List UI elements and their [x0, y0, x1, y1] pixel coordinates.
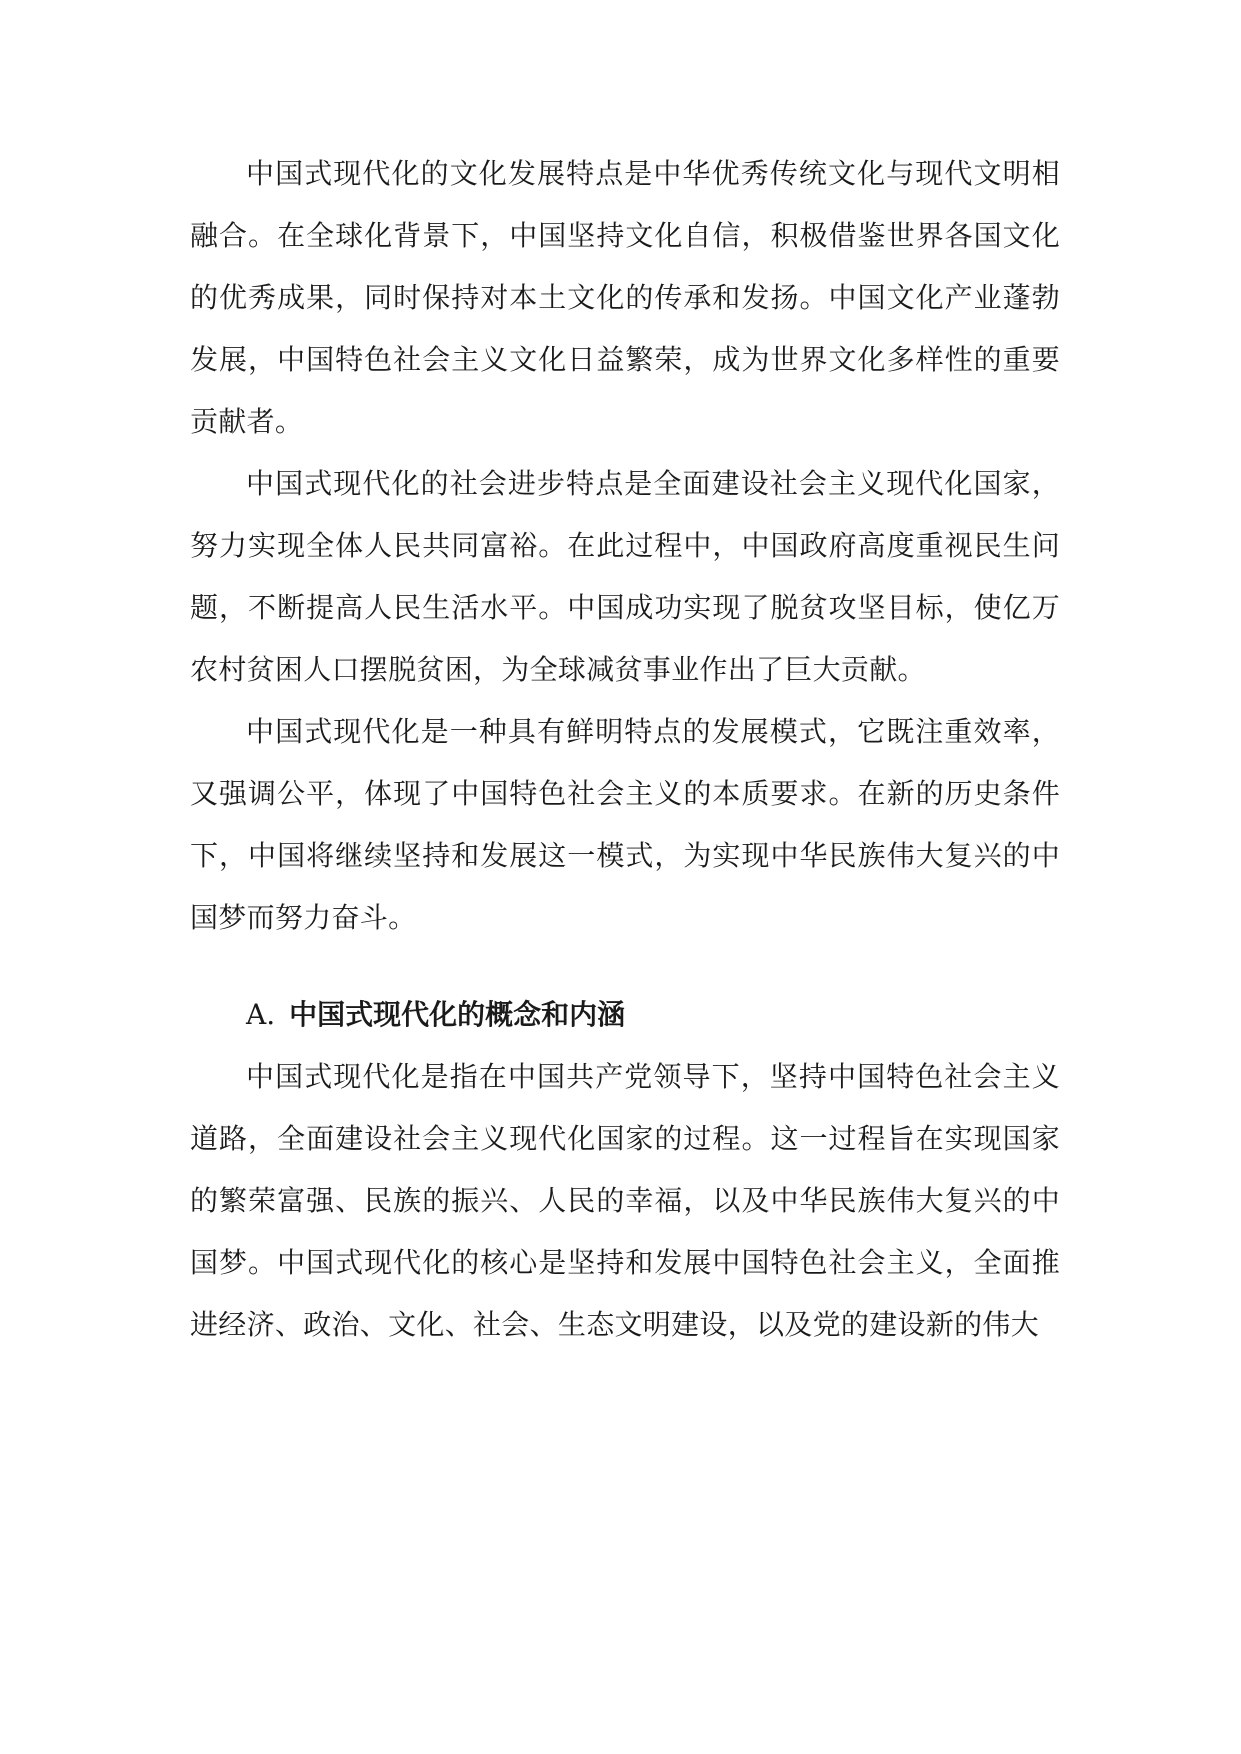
document-body [190, 143, 1060, 1356]
paragraph-social-progress: 中国式现代化的社会进步特点是全面建设社会主义现代化国家，努力实现全体人民共同富裕。在此过程中，中国政府高度重视民生问题，不断提高人民生活水平。中国成功实现了脱贫攻坚目标，使亿万农村贫困人口摆脱贫困，为全球减贫事业作出了巨大贡献。 [190, 467, 1060, 686]
paragraph-concept: 中国式现代化是指在中国共产党领导下，坚持中国特色社会主义道路，全面建设社会主义现代化国家的过程。这一过程旨在实现国家的繁荣富强、民族的振兴、人民的幸福，以及中华民族伟大复兴的中国梦。中国式现代化的核心是坚持和发展中国特色社会主义，全面推进经济、政治、文化、社会、生态文明建设，以及党的建设新的伟大 [190, 1060, 1060, 1341]
paragraph-development-model: 中国式现代化是一种具有鲜明特点的发展模式，它既注重效率，又强调公平，体现了中国特色社会主义的本质要求。在新的历史条件下，中国将继续坚持和发展这一模式，为实现中华民族伟大复兴的中国梦而努力奋斗。 [190, 715, 1060, 934]
section-heading [190, 984, 1060, 1046]
paragraph-culture: 中国式现代化的文化发展特点是中华优秀传统文化与现代文明相融合。在全球化背景下，中国坚持文化自信，积极借鉴世界各国文化的优秀成果，同时保持对本土文化的传承和发扬。中国文化产业蓬勃发展，中国特色社会主义文化日益繁荣，成为世界文化多样性的重要贡献者。 [190, 157, 1060, 438]
section-title: 中国式现代化的概念和内涵 [289, 998, 626, 1031]
section-number: A. [246, 998, 276, 1031]
